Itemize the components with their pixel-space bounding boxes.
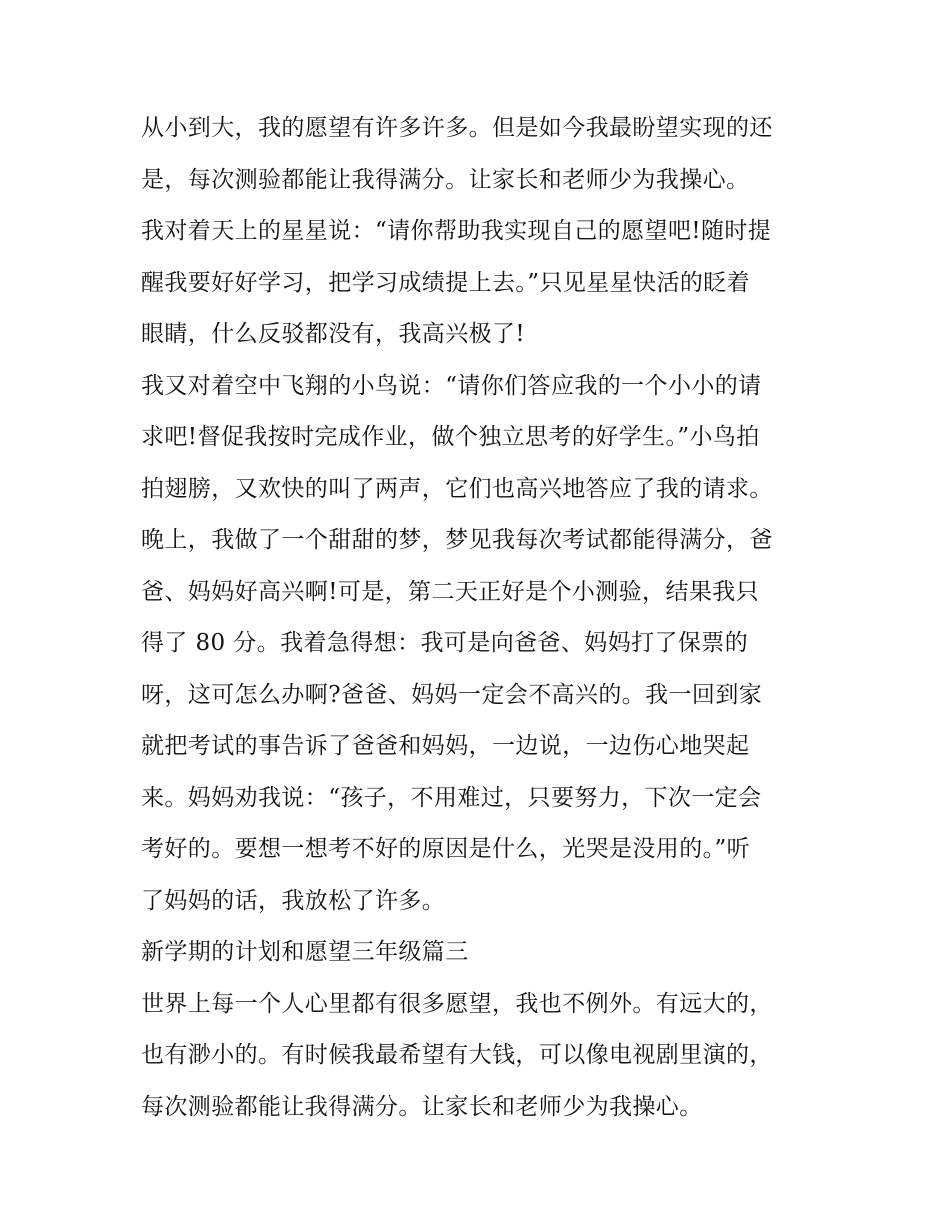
text-line: 来。妈妈劝我说：“孩子，不用难过，只要努力，下次一定会 xyxy=(141,784,762,811)
text-line: 呀，这可怎么办啊?爸爸、妈妈一定会不高兴的。我一回到家 xyxy=(141,681,763,708)
text-line: 每次测验都能让我得满分。让家长和老师少为我操心。 xyxy=(141,1093,703,1120)
text-line: 眼睛，什么反驳都没有，我高兴极了! xyxy=(141,321,526,347)
text-line: 考好的。要想一想考不好的原因是什么，光哭是没用的。”听 xyxy=(141,836,751,862)
document-body xyxy=(141,106,821,1136)
text-line: 晚上，我做了一个甜甜的梦，梦见我每次考试都能得满分，爸 xyxy=(141,527,773,553)
text-line: 是，每次测验都能让我得满分。让家长和老师少为我操心。 xyxy=(141,166,750,193)
text-line: 就把考试的事告诉了爸爸和妈妈，一边说，一边伤心地哭起 xyxy=(141,733,750,759)
text-line: 得了 80 分。我着急得想：我可是向爸爸、妈妈打了保票的 xyxy=(141,630,749,656)
text-line: 爸、妈妈好高兴啊!可是，第二天正好是个小测验，结果我只 xyxy=(141,578,760,605)
text-line: 了妈妈的话，我放松了许多。 xyxy=(141,887,446,914)
text-line: 拍翅膀，又欢快的叫了两声，它们也高兴地答应了我的请求。 xyxy=(141,475,773,502)
text-line: 也有渺小的。有时候我最希望有大钱，可以像电视剧里演的， xyxy=(141,1042,773,1068)
section-heading: 新学期的计划和愿望三年级篇三 xyxy=(141,939,469,965)
text-line: 醒我要好好学习，把学习成绩提上去。”只见星星快活的眨着 xyxy=(141,269,751,296)
text-line: 我对着天上的星星说：“请你帮助我实现自己的愿望吧!随时提 xyxy=(141,218,772,244)
text-line: 世界上每一个人心里都有很多愿望，我也不例外。有远大的， xyxy=(141,990,773,1017)
text-line: 从小到大，我的愿望有许多许多。但是如今我最盼望实现的还 xyxy=(141,115,773,141)
text-line: 我又对着空中飞翔的小鸟说：“请你们答应我的一个小小的请 xyxy=(141,372,762,399)
text-line: 求吧!督促我按时完成作业，做个独立思考的好学生。”小鸟拍 xyxy=(141,424,760,450)
